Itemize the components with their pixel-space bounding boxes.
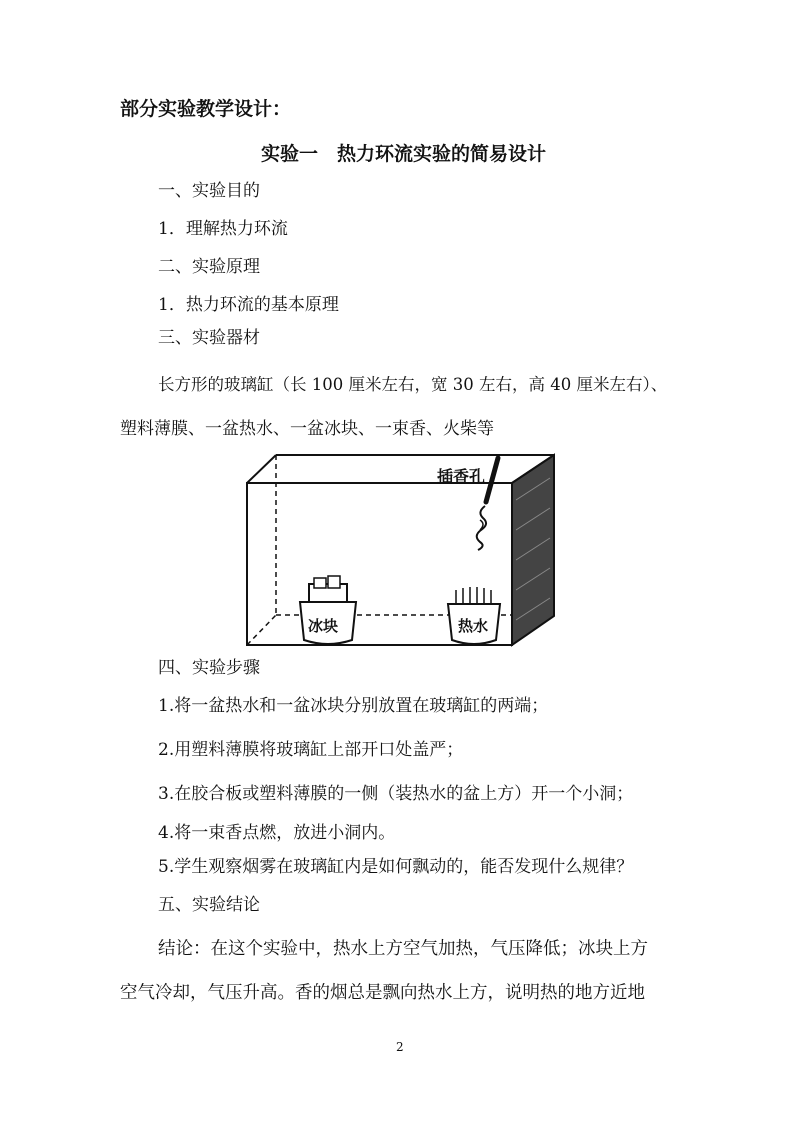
experiment-title: 实验一 热力环流实验的简易设计 [261,143,547,165]
equipment-text-line2: 塑料薄膜、一盆热水、一盆冰块、一束香、火柴等 [120,419,494,439]
step-4: 4.将一束香点燃，放进小洞内。 [158,823,396,843]
equipment-text-line1: 长方形的玻璃缸（长 100 厘米左右，宽 30 左右，高 40 厘米左右）、 [158,375,668,394]
ice-label: 冰块 [308,617,339,635]
principle-heading: 二、实验原理 [158,257,260,277]
incense-stick [486,458,498,502]
tank-side-face [512,455,554,645]
equipment-heading: 三、实验器材 [158,328,260,348]
glass-tank-figure [244,450,564,650]
hot-water-label: 热水 [458,617,489,635]
steps-heading: 四、实验步骤 [158,658,260,678]
conclusion-heading: 五、实验结论 [158,895,260,915]
step-2: 2.用塑料薄膜将玻璃缸上部开口处盖严； [158,740,464,760]
page-heading: 部分实验教学设计： [120,98,292,120]
page-number: 2 [396,1040,404,1054]
conclusion-line2: 空气冷却，气压升高。香的烟总是飘向热水上方，说明热的地方近地 [120,983,645,1003]
step-3: 3.在胶合板或塑料薄膜的一侧（装热水的盆上方）开一个小洞； [158,784,634,804]
principle-item: 1．热力环流的基本原理 [158,295,339,315]
hot-water-basin [448,587,500,644]
purpose-item: 1．理解热力环流 [158,219,288,239]
incense-hole-label: 插香孔 [437,467,486,486]
purpose-heading: 一、实验目的 [158,181,260,201]
step-5: 5.学生观察烟雾在玻璃缸内是如何飘动的，能否发现什么规律？ [158,857,634,877]
conclusion-line1: 结论：在这个实验中，热水上方空气加热，气压降低；冰块上方 [158,939,648,959]
step-1: 1.将一盆热水和一盆冰块分别放置在玻璃缸的两端； [158,696,549,716]
